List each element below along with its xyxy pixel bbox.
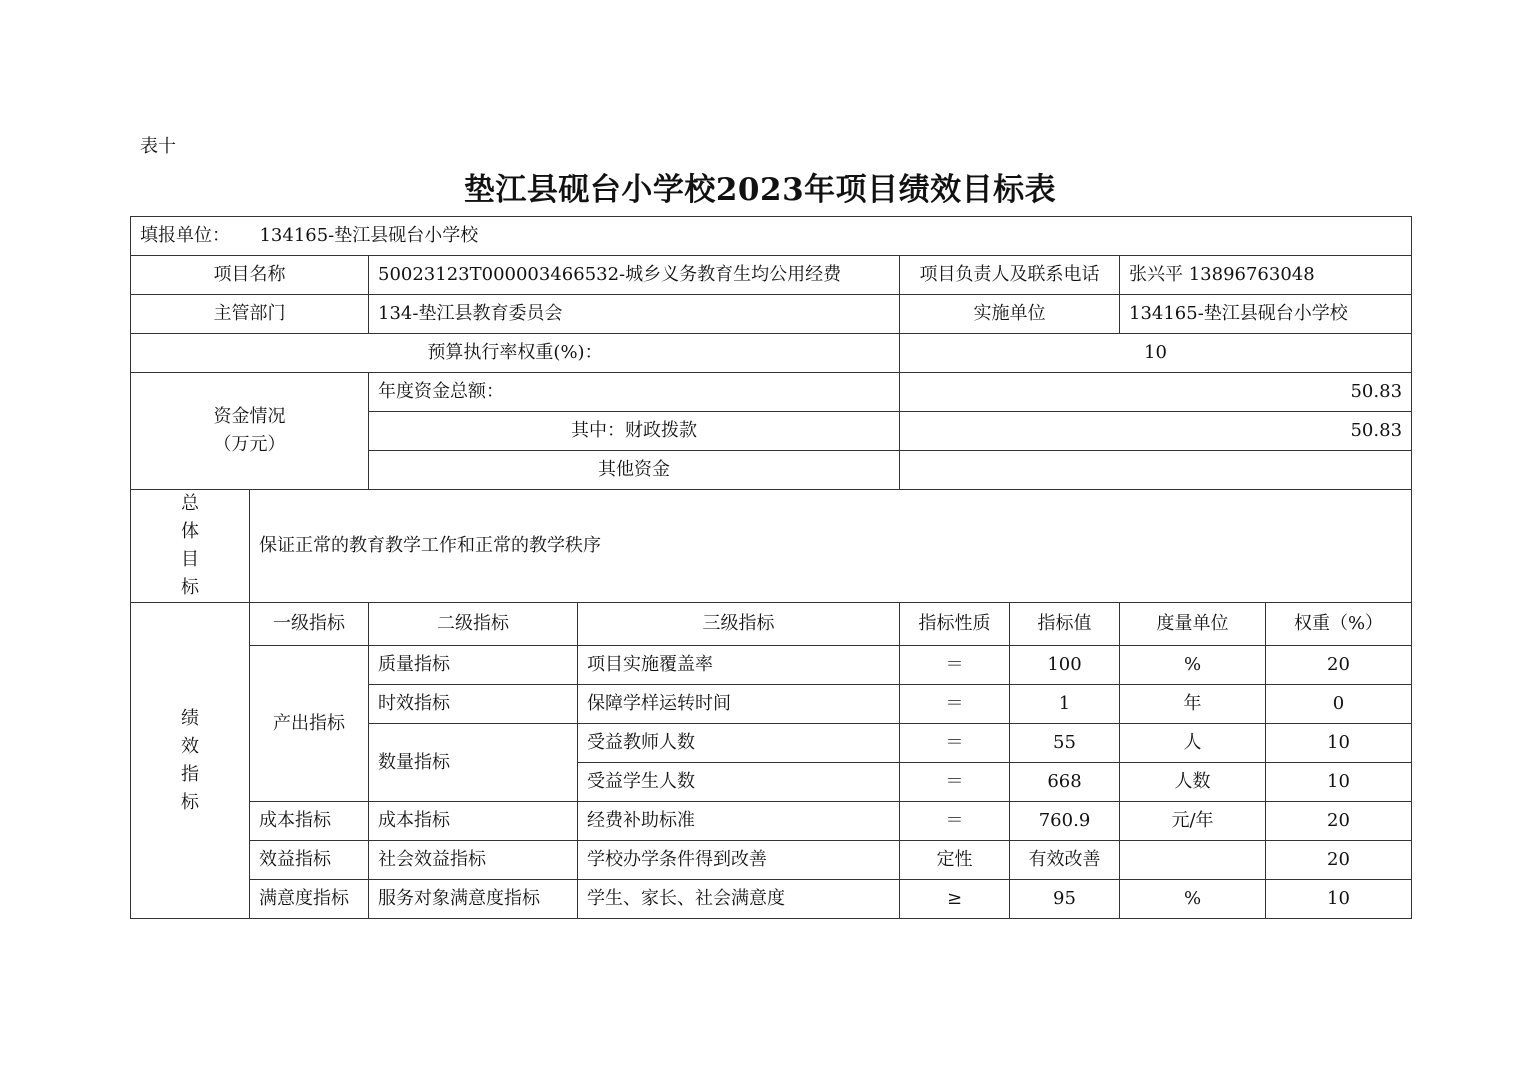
level2-cell: 社会效益指标 xyxy=(369,841,578,880)
nature-cell: ＝ xyxy=(900,763,1010,802)
table-row xyxy=(131,841,1412,880)
indicators-label xyxy=(131,603,250,919)
project-contact-value: 张兴平 13896763048 xyxy=(1120,256,1412,295)
dept-row xyxy=(131,295,1412,334)
level3-cell: 项目实施覆盖率 xyxy=(578,646,900,685)
overall-goal-label-char: 体 xyxy=(181,521,199,542)
value-cell: 760.9 xyxy=(1010,802,1120,841)
value-cell: 有效改善 xyxy=(1010,841,1120,880)
funds-label xyxy=(131,373,369,490)
overall-goal-row xyxy=(131,490,1412,603)
indicators-label-char: 绩 xyxy=(181,707,199,729)
page-title: 垫江县砚台小学校2023年项目绩效目标表 xyxy=(463,172,1057,208)
filler-cell xyxy=(131,217,1412,256)
project-name-row xyxy=(131,256,1412,295)
funds-total-value: 50.83 xyxy=(900,373,1412,412)
funds-total-row xyxy=(131,373,1412,412)
indicators-label-char: 标 xyxy=(181,791,199,813)
value-cell: 55 xyxy=(1010,724,1120,763)
header-level1: 一级指标 xyxy=(250,603,369,646)
overall-goal-label-char: 目 xyxy=(181,549,199,570)
indicator-header-row xyxy=(131,603,1412,646)
level3-cell: 学生、家长、社会满意度 xyxy=(578,880,900,919)
indicators-label-char: 效 xyxy=(181,735,199,757)
level1-cell: 产出指标 xyxy=(250,646,369,802)
level2-cell: 服务对象满意度指标 xyxy=(369,880,578,919)
filler-row xyxy=(131,217,1412,256)
table-row xyxy=(131,802,1412,841)
unit-cell: 人数 xyxy=(1120,763,1266,802)
weight-cell: 20 xyxy=(1266,646,1412,685)
funds-label-line2: （万元） xyxy=(213,434,286,455)
funds-label-line1: 资金情况 xyxy=(213,406,286,427)
nature-cell: ＝ xyxy=(900,685,1010,724)
nature-cell: ≥ xyxy=(900,880,1010,919)
level3-cell: 受益学生人数 xyxy=(578,763,900,802)
nature-cell: ＝ xyxy=(900,802,1010,841)
weight-cell: 10 xyxy=(1266,880,1412,919)
level2-cell: 成本指标 xyxy=(369,802,578,841)
funds-other-label: 其他资金 xyxy=(369,451,900,490)
nature-cell: 定性 xyxy=(900,841,1010,880)
indicators-label-char: 指 xyxy=(181,763,199,785)
project-name-label: 项目名称 xyxy=(131,256,369,295)
header-level2: 二级指标 xyxy=(369,603,578,646)
unit-cell: 元/年 xyxy=(1120,802,1266,841)
unit-cell: 人 xyxy=(1120,724,1266,763)
filler-value: 134165-垫江县砚台小学校 xyxy=(259,225,479,246)
level1-cell: 成本指标 xyxy=(250,802,369,841)
unit-cell: % xyxy=(1120,646,1266,685)
overall-goal-text: 保证正常的教育教学工作和正常的教学秩序 xyxy=(250,490,1412,603)
funds-total-label: 年度资金总额： xyxy=(369,373,900,412)
header-weight: 权重（%） xyxy=(1266,603,1412,646)
weight-cell: 10 xyxy=(1266,724,1412,763)
filler-label: 填报单位： xyxy=(140,225,230,246)
impl-unit-value: 134165-垫江县砚台小学校 xyxy=(1120,295,1412,334)
funds-fiscal-value: 50.83 xyxy=(900,412,1412,451)
level3-cell: 保障学样运转时间 xyxy=(578,685,900,724)
overall-goal-label xyxy=(131,490,250,603)
level3-cell: 学校办学条件得到改善 xyxy=(578,841,900,880)
dept-value: 134-垫江县教育委员会 xyxy=(369,295,900,334)
nature-cell: ＝ xyxy=(900,724,1010,763)
header-level3: 三级指标 xyxy=(578,603,900,646)
level3-cell: 经费补助标准 xyxy=(578,802,900,841)
weight-cell: 20 xyxy=(1266,802,1412,841)
value-cell: 668 xyxy=(1010,763,1120,802)
performance-target-table xyxy=(130,216,1412,919)
budget-rate-label: 预算执行率权重(%)： xyxy=(131,334,900,373)
nature-cell: ＝ xyxy=(900,646,1010,685)
unit-cell: 年 xyxy=(1120,685,1266,724)
weight-cell: 20 xyxy=(1266,841,1412,880)
funds-fiscal-label: 其中：财政拨款 xyxy=(369,412,900,451)
funds-other-value xyxy=(900,451,1412,490)
level1-cell: 满意度指标 xyxy=(250,880,369,919)
table-row xyxy=(131,646,1412,685)
budget-rate-value: 10 xyxy=(900,334,1412,373)
level2-cell: 时效指标 xyxy=(369,685,578,724)
header-nature: 指标性质 xyxy=(900,603,1010,646)
table-number: 表十 xyxy=(140,136,176,157)
unit-cell xyxy=(1120,841,1266,880)
level1-cell: 效益指标 xyxy=(250,841,369,880)
impl-unit-label: 实施单位 xyxy=(900,295,1120,334)
overall-goal-label-char: 总 xyxy=(181,493,199,514)
value-cell: 1 xyxy=(1010,685,1120,724)
weight-cell: 0 xyxy=(1266,685,1412,724)
project-name-value: 50023123T000003466532-城乡义务教育生均公用经费 xyxy=(369,256,900,295)
unit-cell: % xyxy=(1120,880,1266,919)
level3-cell: 受益教师人数 xyxy=(578,724,900,763)
table-row xyxy=(131,880,1412,919)
weight-cell: 10 xyxy=(1266,763,1412,802)
level2-cell: 质量指标 xyxy=(369,646,578,685)
overall-goal-label-char: 标 xyxy=(181,577,199,598)
budget-rate-row xyxy=(131,334,1412,373)
level2-cell: 数量指标 xyxy=(369,724,578,802)
header-value: 指标值 xyxy=(1010,603,1120,646)
project-contact-label: 项目负责人及联系电话 xyxy=(900,256,1120,295)
value-cell: 100 xyxy=(1010,646,1120,685)
value-cell: 95 xyxy=(1010,880,1120,919)
dept-label: 主管部门 xyxy=(131,295,369,334)
header-unit: 度量单位 xyxy=(1120,603,1266,646)
